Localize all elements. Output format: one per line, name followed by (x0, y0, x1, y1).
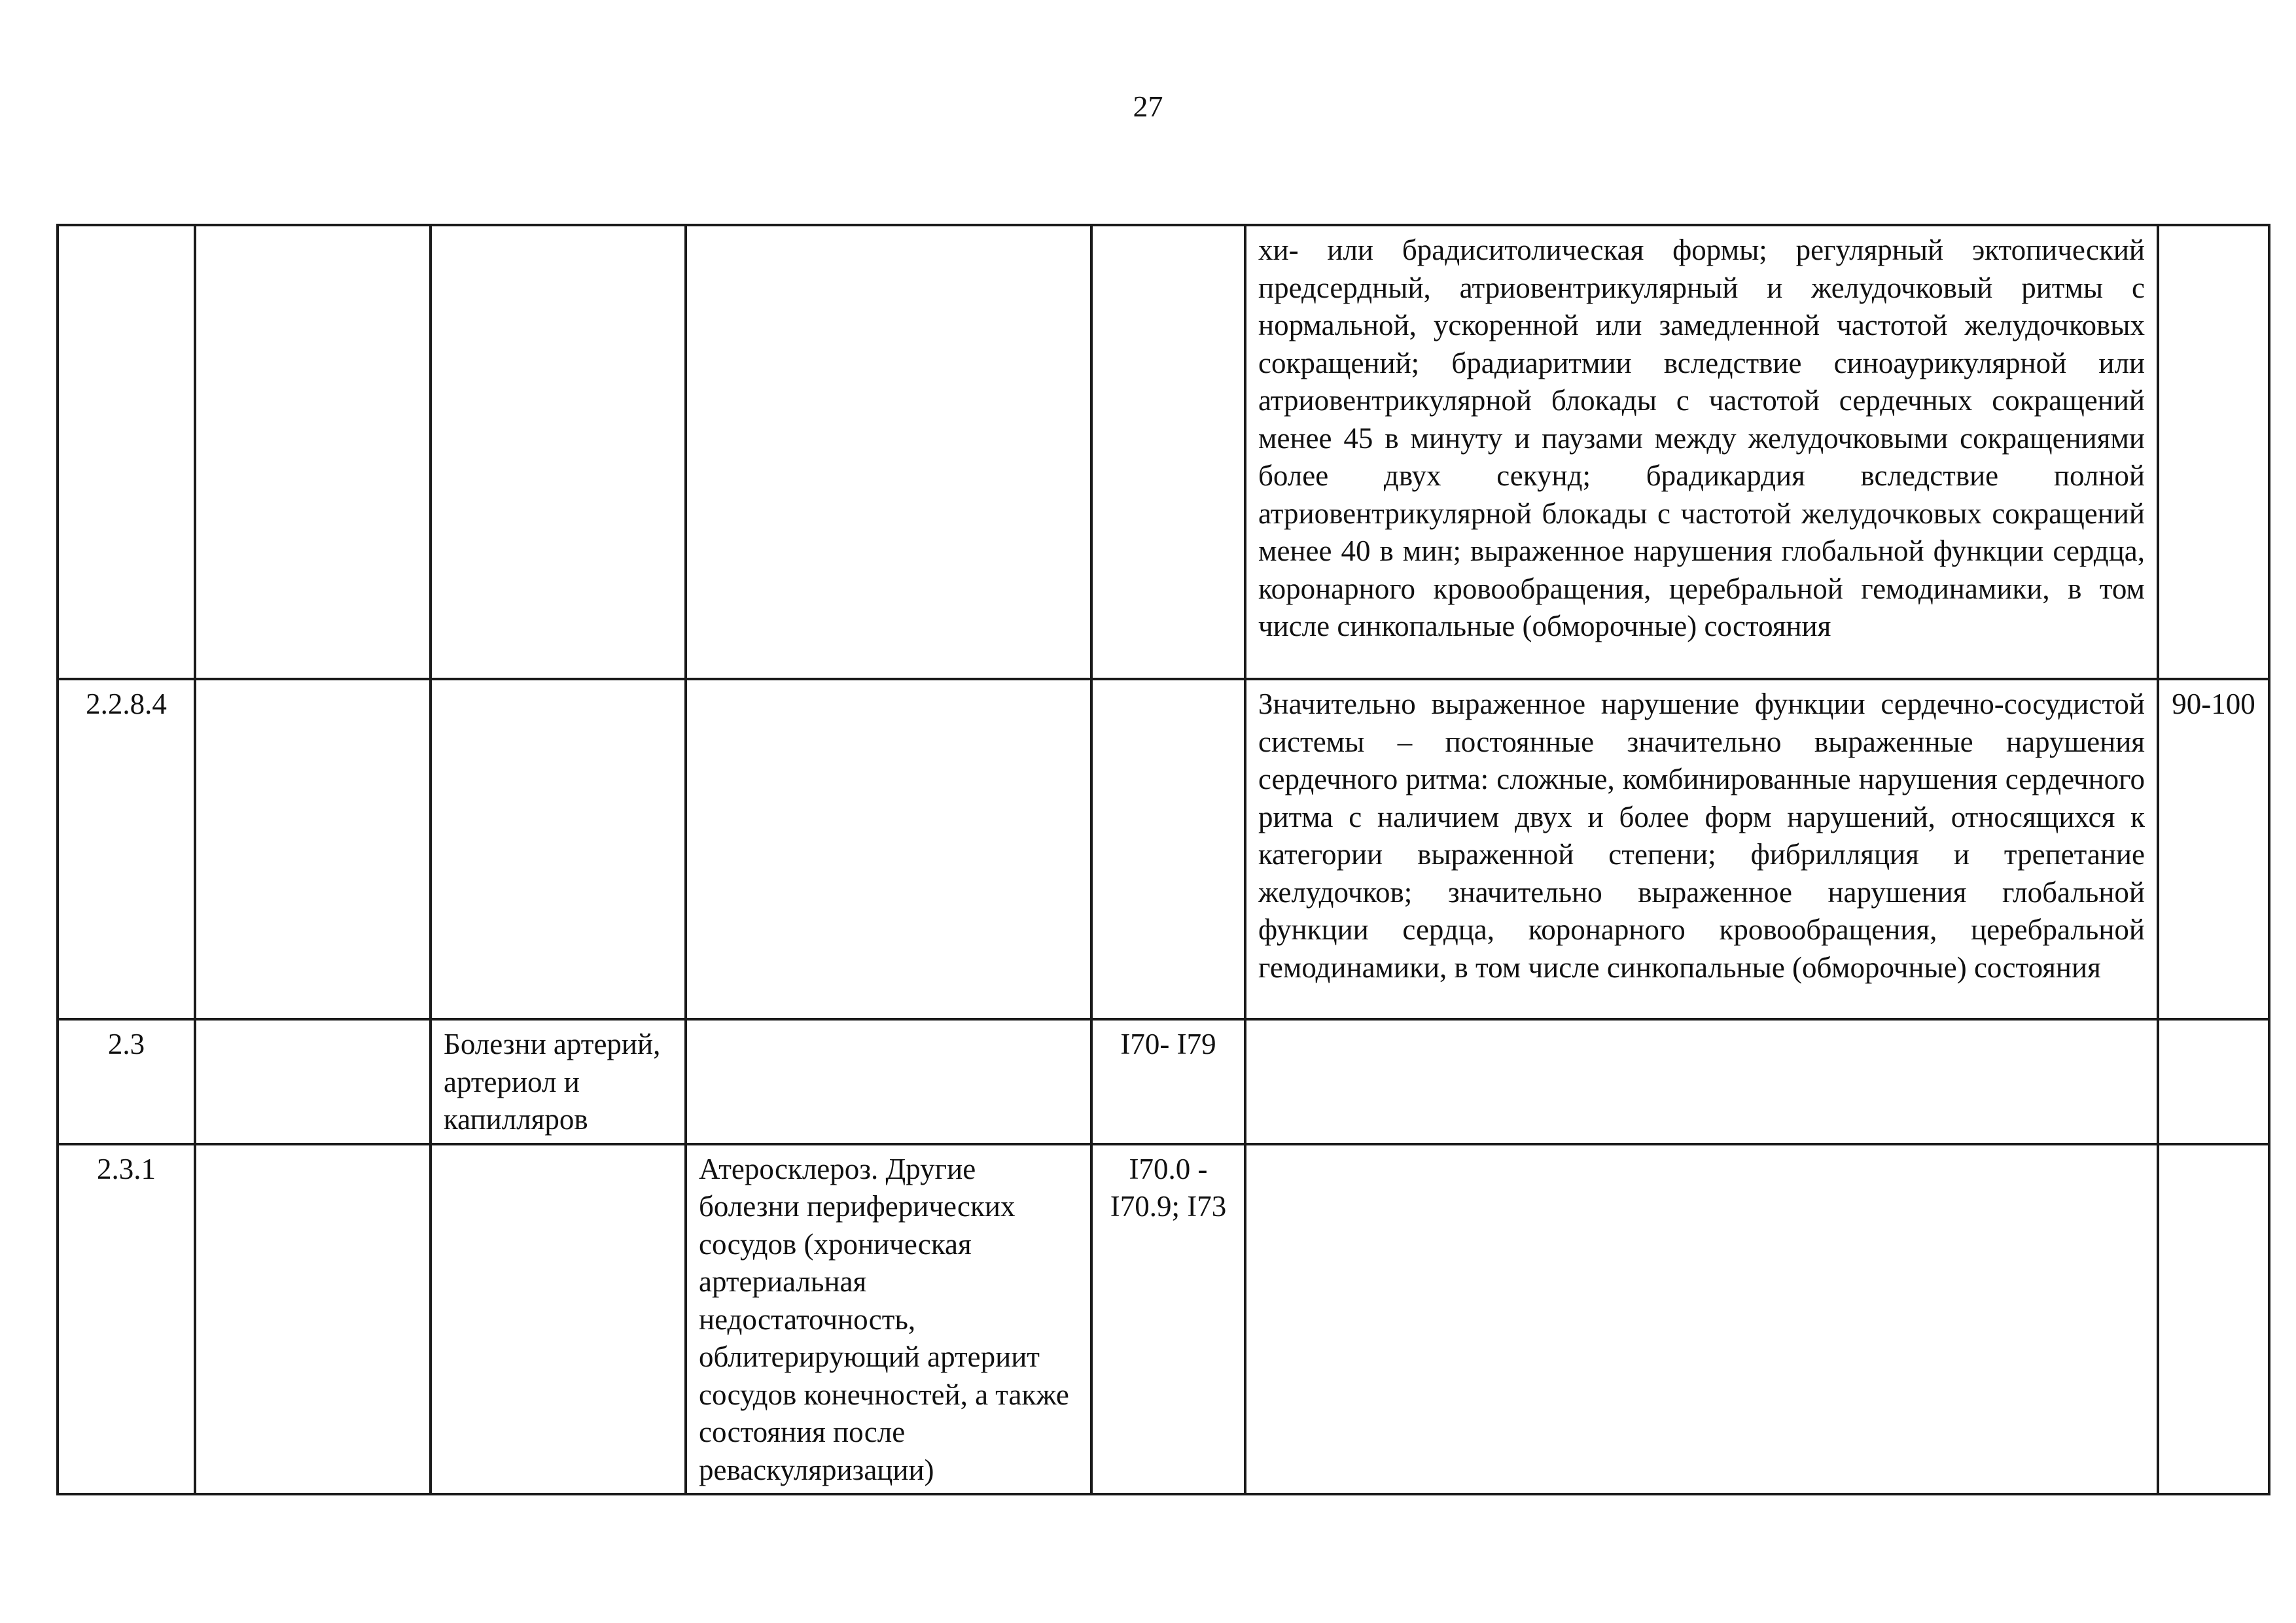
description-cell: Значительно выраженное нарушение функции сердечно-сосудистой системы – постоянные значительно выраженные нарушения сердечного ритма: сложные, комбинированные нарушения сердечного ритма с наличием двух и более форм нарушений, относящихся к категории выраженной степени; фибрилляция и трепетание желудочков; значительно выраженное нарушения глобальной функции сердца, коронарного кровообращения, церебральной гемодинамики, в том числе синкопальные (обморочные) состояния (1245, 679, 2158, 1019)
row-number-cell: 2.3 (58, 1019, 195, 1144)
percent-cell (2158, 1019, 2269, 1144)
row-number-cell: 2.3.1 (58, 1144, 195, 1495)
empty-cell (195, 679, 431, 1019)
percent-cell (2158, 225, 2269, 679)
row-number-cell: 2.2.8.4 (58, 679, 195, 1019)
icd-code-cell: I70.0 - I70.9; I73 (1091, 1144, 1245, 1495)
table-row (58, 225, 2269, 679)
class-name-cell (431, 1144, 686, 1495)
table-row (58, 1144, 2269, 1495)
class-name-cell (431, 679, 686, 1019)
disease-name-cell (686, 225, 1091, 679)
disease-name-cell: Атеросклероз. Другие болезни периферических сосудов (хроническая артериальная недостаточность, облитерирующий артериит сосудов конечностей, а также состояния после реваскуляризации) (686, 1144, 1091, 1495)
table-row (58, 679, 2269, 1019)
empty-cell (195, 1144, 431, 1495)
icd-code-cell: I70- I79 (1091, 1019, 1245, 1144)
percent-cell (2158, 1144, 2269, 1495)
percent-cell: 90-100 (2158, 679, 2269, 1019)
empty-cell (195, 1019, 431, 1144)
disability-criteria-table (56, 224, 2270, 1495)
icd-code-cell (1091, 679, 1245, 1019)
row-number-cell (58, 225, 195, 679)
empty-cell (195, 225, 431, 679)
table-row (58, 1019, 2269, 1144)
description-cell (1245, 1144, 2158, 1495)
description-cell (1245, 1019, 2158, 1144)
page-number: 27 (1133, 90, 1163, 123)
disease-name-cell (686, 679, 1091, 1019)
class-name-cell: Болезни артерий, артериол и капилляров (431, 1019, 686, 1144)
class-name-cell (431, 225, 686, 679)
disease-name-cell (686, 1019, 1091, 1144)
description-cell: хи- или брадиситолическая формы; регулярный эктопический предсердный, атриовентрикулярный и желудочковый ритмы с нормальной, ускоренной или замедленной частотой желудочковых сокращений; брадиаритмии вследствие синоаурикулярной или атриовентрикулярной блокады с частотой сердечных сокращений менее 45 в минуту и паузами между желудочковыми сокращениями более двух секунд; брадикардия вследствие полной атриовентрикулярной блокады с частотой желудочковых сокращений менее 40 в мин; выраженное нарушения глобальной функции сердца, коронарного кровообращения, церебральной гемодинамики, в том числе синкопальные (обморочные) состояния (1245, 225, 2158, 679)
icd-code-cell (1091, 225, 1245, 679)
